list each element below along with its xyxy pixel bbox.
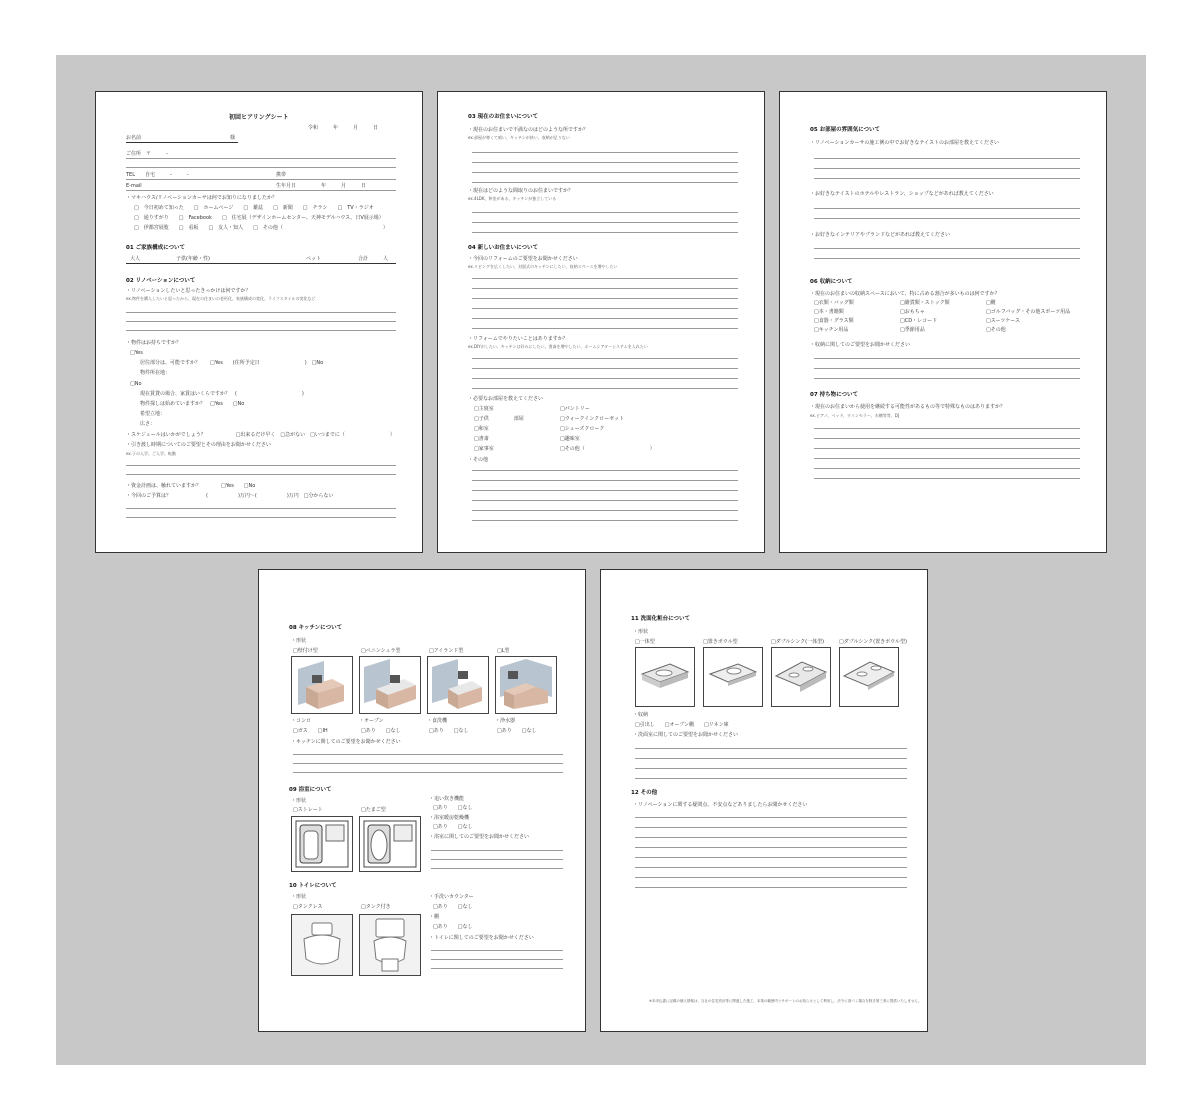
toilet-tank-illustration xyxy=(359,914,421,976)
brand-question: ・お好きなインテリアやブランドなどがあれば教えてください xyxy=(810,232,951,238)
answer-line[interactable] xyxy=(126,465,396,466)
answer-line[interactable] xyxy=(814,448,1080,449)
room-option[interactable]: □パントリー xyxy=(560,406,590,412)
answer-line[interactable] xyxy=(635,867,907,868)
sink-type[interactable]: □一体型 xyxy=(635,639,655,645)
answer-line[interactable] xyxy=(814,178,1080,179)
sink-shape-label: ・形状 xyxy=(633,629,649,635)
answer-line[interactable] xyxy=(472,212,738,213)
answer-line[interactable] xyxy=(472,510,738,511)
storage-option[interactable]: □本・書籍類 xyxy=(814,309,844,315)
answer-line[interactable] xyxy=(814,208,1080,209)
answer-line[interactable] xyxy=(293,754,563,755)
page-1 xyxy=(95,91,423,553)
answer-line[interactable] xyxy=(472,520,738,521)
kitchen-peninsula-illustration xyxy=(359,656,421,714)
answer-line[interactable] xyxy=(472,480,738,481)
bath-request: ・浴室に関してのご要望をお聞かせください xyxy=(429,834,530,840)
kitchen-type[interactable]: □L型 xyxy=(497,648,510,654)
answer-line[interactable] xyxy=(472,308,738,309)
section-01-heading: 01 ご家族構成について xyxy=(126,245,185,251)
toilet-shape-label: ・形状 xyxy=(291,894,307,900)
kitchen-type[interactable]: □アイランド型 xyxy=(429,648,464,654)
section-09-heading: 09 浴室について xyxy=(289,787,332,793)
tel-line[interactable] xyxy=(126,179,396,180)
answer-line[interactable] xyxy=(814,158,1080,159)
answer-line[interactable] xyxy=(635,887,907,888)
storage-request: ・収納に関してのご要望をお聞かせください xyxy=(810,342,911,348)
storage-option[interactable]: □雑貨類・ストック類 xyxy=(900,300,950,306)
rent-question: 現在賃貸の場合、家賃はいくらですか？ ( ) xyxy=(140,391,304,397)
answer-line[interactable] xyxy=(431,850,563,851)
water-filter-options[interactable]: □あり □なし xyxy=(497,728,537,734)
dissatisfy-question: ・現在のお住まいで不満なのはどのような所ですか？ xyxy=(468,127,589,133)
section-12-heading: 12 その他 xyxy=(631,790,658,796)
storage-option[interactable]: □ゴルフバッグ・その他スポーツ用品 xyxy=(986,309,1071,315)
name-line[interactable] xyxy=(126,142,238,143)
source-question: ・マキハウス/リノベーションカーサは何でお知りになりましたか？ xyxy=(126,195,277,201)
hand-wash-options[interactable]: □あり □なし xyxy=(433,904,473,910)
answer-line[interactable] xyxy=(472,318,738,319)
section-06-heading: 06 収納について xyxy=(810,279,853,285)
answer-line[interactable] xyxy=(472,232,738,233)
family-total: 合計 人 xyxy=(358,256,389,262)
storage-option[interactable]: □靴 xyxy=(986,300,996,306)
property-question: ・物件はお持ちですか？ xyxy=(126,340,181,346)
storage-option[interactable]: □キッチン用品 xyxy=(814,327,849,333)
layout-question: ・現在はどのような間取りのお住まいですか？ xyxy=(468,188,574,194)
answer-line[interactable] xyxy=(814,258,1080,259)
property-no[interactable]: □No xyxy=(130,381,142,387)
storage-option[interactable]: □スーツケース xyxy=(986,318,1020,324)
trigger-question: ・リノベーションしたいと思ったきっかけは何ですか？ xyxy=(126,288,251,294)
page-4 xyxy=(258,569,586,1032)
desired-area: 希望立地： xyxy=(140,411,166,417)
answer-line[interactable] xyxy=(472,368,738,369)
answer-line[interactable] xyxy=(126,312,396,313)
answer-line[interactable] xyxy=(814,478,1080,479)
shelf-options[interactable]: □あり □なし xyxy=(433,924,473,930)
property-location: 物件所在地： xyxy=(140,370,171,376)
answer-line[interactable] xyxy=(635,877,907,878)
answer-line[interactable] xyxy=(635,748,907,749)
answer-line[interactable] xyxy=(431,950,563,951)
other-question: ・リノベーションに関する疑問点、不安点などありましたらお聞かせください xyxy=(633,802,808,808)
want-example: ex.DIYがしたい、キッチンは好みにしたい、書斎を増やしたい、ホームシアターシステムを入れたい xyxy=(468,344,648,349)
answer-line[interactable] xyxy=(472,172,738,173)
section-10-heading: 10 トイレについて xyxy=(289,883,337,889)
mobile-label: 携帯 xyxy=(276,172,287,178)
answer-line[interactable] xyxy=(635,768,907,769)
schedule-example: ex.子の入学、ご入学、転勤 xyxy=(126,451,177,456)
search-question: 物件探しは始めていますか？ □Yes □No xyxy=(140,401,245,407)
schedule-note: ・引き渡し時期についてのご要望とその理由をお聞かせください xyxy=(126,442,271,448)
sink-storage-label: ・収納 xyxy=(633,712,649,718)
answer-line[interactable] xyxy=(635,847,907,848)
kitchen-shape-label: ・形状 xyxy=(291,638,307,644)
page-5 xyxy=(600,569,928,1032)
section-08-heading: 08 キッチンについて xyxy=(289,625,343,631)
section-02-heading: 02 リノベーションについて xyxy=(126,278,196,284)
wish-example: ex.リビングを広くしたい、対面式のキッチンにしたい、収納スペースを増やしたい xyxy=(468,264,618,269)
answer-line[interactable] xyxy=(814,168,1080,169)
budget-question: ・資金計画は、触れていますか？ □Yes □No xyxy=(126,483,256,489)
room-option[interactable]: □書斎 xyxy=(474,436,489,442)
items-question: ・現在のお住まいから使用を継続する可能性があるもの等で特殊なものはありますか？ xyxy=(810,404,1006,410)
stove-label: ・コンロ xyxy=(291,718,312,724)
kitchen-type[interactable]: □壁付け型 xyxy=(293,648,318,654)
answer-line[interactable] xyxy=(472,490,738,491)
tel-label: TEL 自宅 - - xyxy=(126,172,189,178)
toilet-type[interactable]: □タンクレス xyxy=(293,904,323,910)
bath-egg-illustration xyxy=(359,816,421,872)
sink-type[interactable]: □置きボウル型 xyxy=(703,639,738,645)
answer-line[interactable] xyxy=(126,517,396,518)
family-pets: ペット xyxy=(306,256,322,262)
sink-request: ・洗面室に関してのご要望をお聞かせください xyxy=(633,732,739,738)
answer-line[interactable] xyxy=(814,358,1080,359)
answer-line[interactable] xyxy=(472,278,738,279)
bath-dryer-label: ・浴室暖房乾燥機 xyxy=(429,815,470,821)
reheat-label: ・追い炊き機能 xyxy=(429,796,465,802)
source-options-3[interactable]: □ 伊都宮展覧 □ 看板 □ 友人・知人 □ その他（ ） xyxy=(134,225,388,231)
answer-line[interactable] xyxy=(431,959,563,960)
answer-line[interactable] xyxy=(293,772,563,773)
address-line-2[interactable] xyxy=(126,167,396,168)
family-line[interactable] xyxy=(126,263,396,264)
page-3 xyxy=(779,91,1107,553)
answer-line[interactable] xyxy=(635,817,907,818)
section-11-heading: 11 洗面化粧台について xyxy=(631,616,690,622)
answer-line[interactable] xyxy=(472,162,738,163)
kitchen-request: ・キッチンに関してのご要望をお聞かせください xyxy=(291,739,401,745)
sink-double-integrated-illustration xyxy=(771,647,831,707)
room-option[interactable]: □シューズクローク xyxy=(560,426,605,432)
sink-double-bowl-illustration xyxy=(839,647,899,707)
bath-shape-label: ・形状 xyxy=(291,798,307,804)
sink-type[interactable]: □ダブルシンク(一体型) xyxy=(771,639,825,645)
answer-line[interactable] xyxy=(814,218,1080,219)
answer-line[interactable] xyxy=(431,968,563,969)
want-question: ・リフォームでやりたいことはありますか？ xyxy=(468,336,568,342)
email-line[interactable] xyxy=(126,190,396,191)
bath-straight-illustration xyxy=(291,816,353,872)
answer-line[interactable] xyxy=(814,248,1080,249)
items-example: ex.ピアノ、ベッド、ワインセラー、水槽等等、DJ xyxy=(810,413,900,418)
storage-option[interactable]: □おもちゃ xyxy=(900,309,925,315)
gray-background xyxy=(56,55,1146,1065)
answer-line[interactable] xyxy=(635,857,907,858)
toilet-request: ・トイレに関してのご要望をお聞かせください xyxy=(429,935,534,941)
storage-option[interactable]: □その他 xyxy=(986,327,1006,333)
birthday-label: 生年月日 年 月 日 xyxy=(276,183,367,189)
dissatisfy-example: ex.部屋が寒くて暗い、キッチンが狭い、収納が足りない xyxy=(468,135,570,140)
kitchen-island-illustration xyxy=(427,656,489,714)
reheat-options[interactable]: □あり □なし xyxy=(433,805,473,811)
answer-line[interactable] xyxy=(472,288,738,289)
rooms-question: ・必要なお部屋を教えてください xyxy=(468,396,544,402)
schedule-question: ・スケジュールはいかがでしょう？ □出来るだけ早く □急がない □いつまでに（ ） xyxy=(126,432,395,438)
answer-line[interactable] xyxy=(635,827,907,828)
storage-option[interactable]: □衣類・バッグ類 xyxy=(814,300,854,306)
bath-type[interactable]: □ストレート xyxy=(293,807,323,813)
sink-bowl-illustration xyxy=(703,647,763,707)
room-option[interactable]: □ウォークインクローゼット xyxy=(560,416,624,422)
room-option[interactable]: □その他（ ） xyxy=(560,446,655,452)
answer-line[interactable] xyxy=(431,868,563,869)
desired-size: 広さ： xyxy=(140,421,156,427)
family-children: 子供(年齢・性) xyxy=(176,256,210,262)
answer-line[interactable] xyxy=(814,368,1080,369)
email-label: E-mail xyxy=(126,183,142,189)
kitchen-type[interactable]: □ペニンシュラ型 xyxy=(361,648,401,654)
bath-type[interactable]: □たまご型 xyxy=(361,807,386,813)
hand-wash-label: ・手洗いカウンター xyxy=(429,894,474,900)
taste-question: ・リノベーションカーサの施工例の中でお好きなテイストのお部屋を教えてください xyxy=(810,140,1000,146)
answer-line[interactable] xyxy=(472,470,738,471)
answer-line[interactable] xyxy=(472,328,738,329)
kitchen-wall-illustration xyxy=(291,656,353,714)
answer-line[interactable] xyxy=(293,763,563,764)
kitchen-l-illustration xyxy=(495,656,557,714)
room-option[interactable]: □和室 xyxy=(474,426,489,432)
oven-label: ・オーブン xyxy=(359,718,384,724)
layout-example: ex.4LDK、和室がある、キッチンが独立している xyxy=(468,196,557,201)
answer-line[interactable] xyxy=(814,428,1080,429)
section-07-heading: 07 持ち物について xyxy=(810,392,858,398)
address-label: ご住所 〒 - xyxy=(126,151,168,157)
trigger-example: ex.物件を購入したいと思ったから、現在の住まいの老朽化、家族構成の変化、ライフスタイルの変化など xyxy=(126,296,316,301)
answer-line[interactable] xyxy=(814,468,1080,469)
sink-integrated-illustration xyxy=(635,647,695,707)
page-title: 初回ヒアリングシート xyxy=(229,114,289,121)
answer-line[interactable] xyxy=(126,321,396,322)
stove-options[interactable]: □ガス □IH xyxy=(293,728,328,734)
answer-line[interactable] xyxy=(126,330,396,331)
answer-line[interactable] xyxy=(635,837,907,838)
answer-line[interactable] xyxy=(431,859,563,860)
room-option[interactable]: □家事室 xyxy=(474,446,494,452)
answer-line[interactable] xyxy=(635,758,907,759)
answer-line[interactable] xyxy=(472,378,738,379)
date-line: 令和 年 月 日 xyxy=(308,125,379,131)
other-question: ・その他 xyxy=(468,457,489,463)
answer-line[interactable] xyxy=(472,388,738,389)
answer-line[interactable] xyxy=(635,778,907,779)
answer-line[interactable] xyxy=(814,378,1080,379)
family-adults: 大人 xyxy=(130,256,141,262)
toilet-tankless-illustration xyxy=(291,914,353,976)
oven-options[interactable]: □あり □なし xyxy=(361,728,401,734)
section-03-heading: 03 現在のお住まいについて xyxy=(468,114,538,120)
name-suffix: 様 xyxy=(230,135,236,141)
dishwasher-options[interactable]: □あり □なし xyxy=(429,728,469,734)
storage-question: ・現在のお住まいの収納スペースにおいて、特に占める割合が多いものは何ですか？ xyxy=(810,291,1000,297)
source-options-1[interactable]: □ 今日初めて知った □ ホームページ □ 雑誌 □ 新聞 □ チラシ □ TV・ラジオ xyxy=(134,205,374,211)
footer-note: ※本申込書に記載の個人情報は、当社の住宅設計等に関連した施工、本業の範囲内とサポートのお知らせとして利用し、法令に基づく場合を除き第三者に提供いたしません。 xyxy=(649,999,922,1003)
answer-line[interactable] xyxy=(472,298,738,299)
answer-line[interactable] xyxy=(472,358,738,359)
page-2 xyxy=(437,91,765,553)
bath-dryer-options[interactable]: □あり □なし xyxy=(433,824,473,830)
answer-line[interactable] xyxy=(472,152,738,153)
room-option[interactable]: □子供 部屋 xyxy=(474,416,524,422)
room-option[interactable]: □主寝室 xyxy=(474,406,494,412)
sink-type[interactable]: □ダブルシンク(置きボウル型) xyxy=(839,639,907,645)
room-option[interactable]: □趣味室 xyxy=(560,436,580,442)
answer-line[interactable] xyxy=(472,500,738,501)
property-resell: 居住部分は、可能ですか？ □Yes (住所予定日 ) □No xyxy=(140,360,324,366)
storage-option[interactable]: □食器・グラス類 xyxy=(814,318,854,324)
answer-line[interactable] xyxy=(472,182,738,183)
hotel-question: ・お好きなテイストのホテルやレストラン、ショップなどがあれば教えてください xyxy=(810,191,994,197)
storage-option[interactable]: □CD・レコード xyxy=(900,318,938,324)
answer-line[interactable] xyxy=(814,438,1080,439)
wish-question: ・今回のリフォームのご要望をお聞かせください xyxy=(468,256,578,262)
source-options-2[interactable]: □ 通りすがり □ Facebook □ 住宅展（デザインホームセンター、天神モデルハウス、日V展示場） xyxy=(134,215,384,221)
section-04-heading: 04 新しいお住まいについて xyxy=(468,245,538,251)
property-yes[interactable]: □Yes xyxy=(130,350,143,356)
answer-line[interactable] xyxy=(472,222,738,223)
shelf-label: ・棚 xyxy=(429,914,440,920)
sink-storage-options[interactable]: □引出し □オープン棚 □リネン庫 xyxy=(635,722,729,728)
storage-option[interactable]: □季節用品 xyxy=(900,327,925,333)
answer-line[interactable] xyxy=(126,474,396,475)
budget-amount: ・今回のご予算は？ ( )万円〜( )万円 □分からない xyxy=(126,493,334,499)
answer-line[interactable] xyxy=(126,508,396,509)
dishwasher-label: ・食洗機 xyxy=(427,718,448,724)
address-line[interactable] xyxy=(126,158,396,159)
name-label: お名前 xyxy=(126,135,142,141)
water-filter-label: ・浄水器 xyxy=(495,718,516,724)
section-05-heading: 05 お部屋の雰囲気について xyxy=(810,127,880,133)
answer-line[interactable] xyxy=(814,458,1080,459)
toilet-type[interactable]: □タンク付き xyxy=(361,904,391,910)
